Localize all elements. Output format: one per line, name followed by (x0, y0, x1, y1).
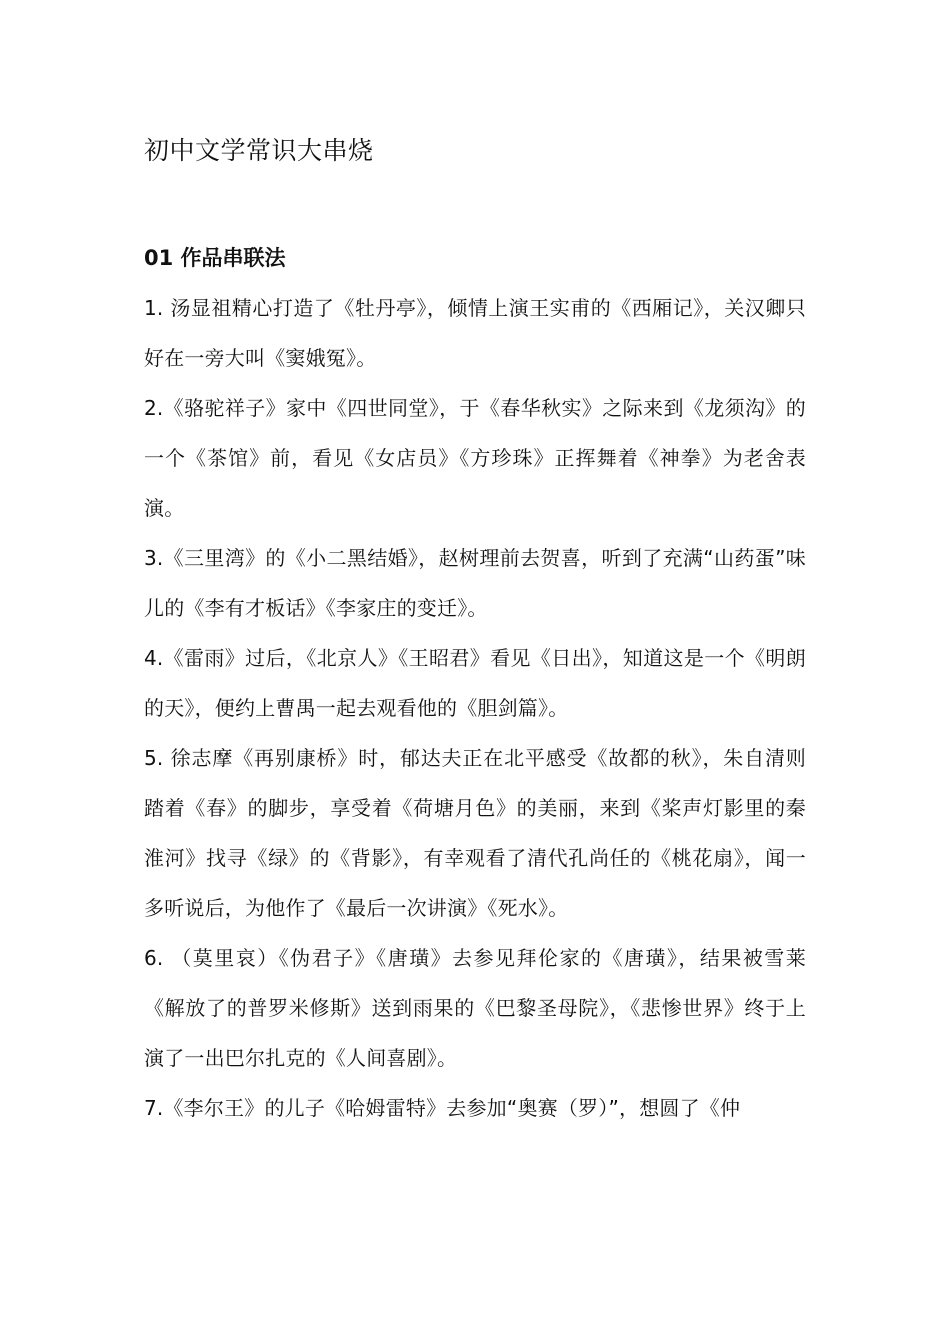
paragraph-3: 3.《三里湾》的《小二黑结婚》，赵树理前去贺喜，听到了充满“山药蛋”味儿的《李有才板话》《李家庄的变迁》。 (144, 546, 806, 620)
section-heading: 01 作品串联法 (144, 246, 286, 270)
page-title: 初中文学常识大串烧 (144, 136, 374, 165)
paragraph-5: 5. 徐志摩《再别康桥》时，郁达夫正在北平感受《故都的秋》，朱自清则踏着《春》的脚步，享受着《荷塘月色》的美丽，来到《桨声灯影里的秦淮河》找寻《绿》的《背影》，有幸观看了清代孔尚任的《桃花扇》，闻一多听说后，为他作了《最后一次讲演》《死水》。 (144, 746, 806, 920)
paragraph-1: 1. 汤显祖精心打造了《牡丹亭》，倾情上演王实甫的《西厢记》，关汉卿只好在一旁大叫《窦娥冤》。 (144, 296, 806, 370)
paragraph-6: 6. （莫里哀）《伪君子》《唐璜》去参见拜伦家的《唐璜》，结果被雪莱《解放了的普罗米修斯》送到雨果的《巴黎圣母院》，《悲惨世界》终于上演了一出巴尔扎克的《人间喜剧》。 (144, 946, 806, 1070)
document-body (144, 283, 806, 1133)
paragraph-2: 2.《骆驼祥子》家中《四世同堂》，于《春华秋实》之际来到《龙须沟》的一个《茶馆》前，看见《女店员》《方珍珠》正挥舞着《神拳》为老舍表演。 (144, 396, 806, 520)
paragraph-4: 4.《雷雨》过后，《北京人》《王昭君》看见《日出》，知道这是一个《明朗的天》，便约上曹禺一起去观看他的《胆剑篇》。 (144, 646, 806, 720)
paragraph-7: 7.《李尔王》的儿子《哈姆雷特》去参加“奥赛（罗）”，想圆了《仲 (144, 1096, 741, 1120)
